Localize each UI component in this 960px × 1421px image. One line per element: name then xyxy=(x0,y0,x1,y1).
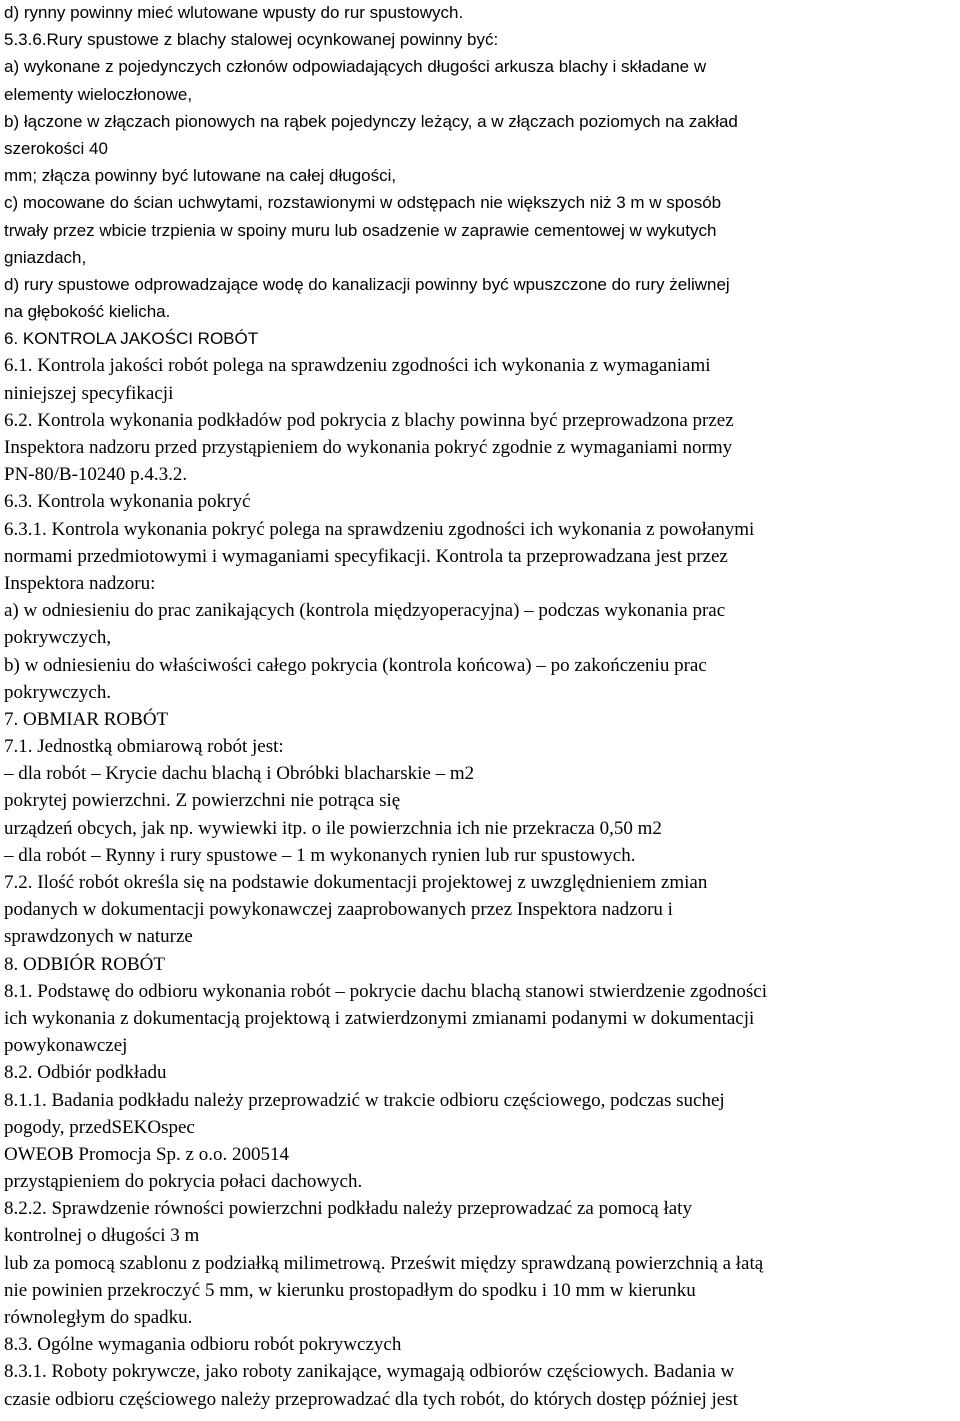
text-line: 6.1. Kontrola jakości robót polega na sprawdzeniu zgodności ich wykonania z wymaganiami xyxy=(4,355,711,377)
text-line: a) wykonane z pojedynczych członów odpowiadających długości arkusza blachy i składane w xyxy=(4,57,707,77)
text-line: trwały przez wbicie trzpienia w spoiny muru lub osadzenie w zaprawie cementowej w wykutych xyxy=(4,220,717,240)
text-line: d) rynny powinny mieć wlutowane wpusty do rur spustowych. xyxy=(4,3,464,22)
text-line: b) w odniesieniu do właściwości całego pokrycia (kontrola końcowa) – po zakończeniu prac xyxy=(4,654,707,676)
text-line: 8.3.1. Roboty pokrywcze, jako roboty zanikające, wymagają odbiorów częściowych. Badania w xyxy=(4,1361,735,1383)
text-line: na głębokość kielicha. xyxy=(4,302,171,322)
text-line: PN-80/B-10240 p.4.3.2. xyxy=(4,464,188,486)
text-line: 6. KONTROLA JAKOŚCI ROBÓT xyxy=(4,329,259,349)
text-line: 8.1. Podstawę do odbioru wykonania robót – pokrycie dachu blachą stanowi stwierdzenie zgodności xyxy=(4,980,767,1002)
text-line: OWEOB Promocja Sp. z o.o. 200514 xyxy=(4,1143,289,1165)
text-line: pokrytej powierzchni. Z powierzchni nie potrąca się xyxy=(4,790,401,812)
text-line: c) mocowane do ścian uchwytami, rozstawionymi w odstępach nie większych niż 3 m w sposób xyxy=(4,193,722,213)
text-line: sprawdzonych w naturze xyxy=(4,926,193,948)
text-line: 7.2. Ilość robót określa się na podstawie dokumentacji projektowej z uwzględnieniem zmian xyxy=(4,872,708,893)
text-line: elementy wieloczłonowe, xyxy=(4,84,193,104)
text-line: 7. OBMIAR ROBÓT xyxy=(4,708,169,730)
text-line: 8.3. Ogólne wymagania odbioru robót pokrywczych xyxy=(4,1334,402,1356)
text-line: b) łączone w złączach pionowych na rąbek pojedynczy leżący, a w złączach poziomych na zakład xyxy=(4,111,738,131)
text-line: lub za pomocą szablonu z podziałką milimetrową. Prześwit między sprawdzaną powierzchnią a łatą xyxy=(4,1252,764,1274)
text-line: czasie odbioru częściowego należy przeprowadzać dla tych robót, do których dostęp później jest xyxy=(4,1388,738,1410)
text-line: Inspektora nadzoru: xyxy=(4,572,156,594)
text-line: niniejszej specyfikacji xyxy=(4,382,174,404)
text-line: – dla robót – Krycie dachu blachą i Obróbki blacharskie – m2 xyxy=(4,763,475,785)
text-line: normami przedmiotowymi i wymaganiami specyfikacji. Kontrola ta przeprowadzana jest przez xyxy=(4,545,728,567)
text-line: 6.3. Kontrola wykonania pokryć xyxy=(4,491,251,513)
document-page xyxy=(4,0,958,1413)
text-line: 8. ODBIÓR ROBÓT xyxy=(4,953,165,975)
text-line: 8.1.1. Badania podkładu należy przeprowadzić w trakcie odbioru częściowego, podczas suchej xyxy=(4,1089,725,1111)
text-line: 5.3.6.Rury spustowe z blachy stalowej ocynkowanej powinny być: xyxy=(4,30,499,50)
text-line: gniazdach, xyxy=(4,247,87,267)
text-line: kontrolnej o długości 3 m xyxy=(4,1225,200,1247)
text-line: a) w odniesieniu do prac zanikających (kontrola międzyoperacyjna) – podczas wykonania prac xyxy=(4,600,726,622)
text-line: nie powinien przekroczyć 5 mm, w kierunku prostopadłym do spodku i 10 mm w kierunku xyxy=(4,1279,696,1301)
text-line: powykonawczej xyxy=(4,1035,128,1057)
text-line: ich wykonania z dokumentacją projektową i zatwierdzonymi zmianami podanymi w dokumentacji xyxy=(4,1007,755,1029)
text-line: przystąpieniem do pokrycia połaci dachowych. xyxy=(4,1171,363,1193)
text-line: szerokości 40 xyxy=(4,138,108,158)
text-line: mm; złącza powinny być lutowane na całej długości, xyxy=(4,166,397,186)
text-line: równoległym do spadku. xyxy=(4,1307,193,1328)
text-line: 6.3.1. Kontrola wykonania pokryć polega na sprawdzeniu zgodności ich wykonania z powołanymi xyxy=(4,518,755,540)
text-line: 7.1. Jednostką obmiarową robót jest: xyxy=(4,736,284,758)
text-line: d) rury spustowe odprowadzające wodę do kanalizacji powinny być wpuszczone do rury żeliwnej xyxy=(4,274,730,294)
text-line: podanych w dokumentacji powykonawczej zaaprobowanych przez Inspektora nadzoru i xyxy=(4,899,673,921)
text-line: – dla robót – Rynny i rury spustowe – 1 m wykonanych rynien lub rur spustowych. xyxy=(4,844,636,866)
text-line: urządzeń obcych, jak np. wywiewki itp. o ile powierzchnia ich nie przekracza 0,50 m2 xyxy=(4,817,662,839)
text-line: pokrywczych, xyxy=(4,627,112,649)
text-line: pokrywczych. xyxy=(4,681,112,703)
text-line: pogody, przedSEKOspec xyxy=(4,1116,195,1138)
text-line: 6.2. Kontrola wykonania podkładów pod pokrycia z blachy powinna być przeprowadzona przez xyxy=(4,409,734,431)
text-line: 8.2. Odbiór podkładu xyxy=(4,1062,167,1084)
text-line: 8.2.2. Sprawdzenie równości powierzchni podkładu należy przeprowadzać za pomocą łaty xyxy=(4,1198,692,1220)
text-line: Inspektora nadzoru przed przystąpieniem do wykonania pokryć zgodnie z wymaganiami normy xyxy=(4,437,733,458)
